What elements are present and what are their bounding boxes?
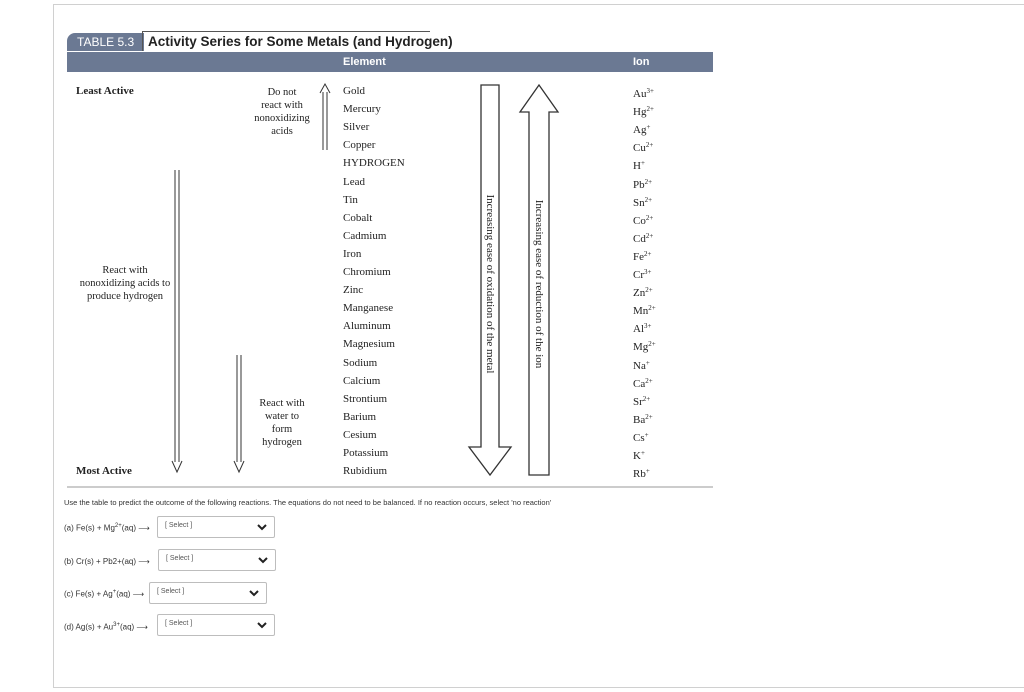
element-name: Gold — [343, 85, 365, 97]
ion-symbol: $Ba^{2+}$ — [633, 413, 653, 426]
react-water-note: React with water to form hydrogen — [259, 398, 305, 448]
ion-symbol: $Fe^{2+}$ — [633, 250, 652, 263]
element-name: Chromium — [343, 266, 391, 278]
ion-symbol: $Sn^{2+}$ — [633, 196, 653, 209]
down-arrow-icon — [172, 170, 182, 472]
element-name: Rubidium — [343, 465, 388, 477]
no-react-note: Do not react with nonoxidizing acids — [254, 87, 310, 137]
ion-symbol: $Sr^{2+}$ — [633, 395, 651, 408]
ion-symbol: Cs+ — [633, 431, 649, 444]
element-name: Aluminum — [343, 320, 391, 332]
ion-symbol: Rb+ — [633, 467, 650, 480]
ion-symbol: $Mn^{2+}$ — [633, 304, 656, 317]
ion-symbol: $Al^{3+}$ — [633, 322, 652, 335]
select-dropdown[interactable]: [ Select ] — [158, 549, 276, 571]
react-acids-note: React with nonoxidizing acids to produce hydrogen — [79, 265, 171, 302]
element-name: Calcium — [343, 375, 381, 387]
question-a: (a) $Fe(s) + Mg^{2+}(aq)$ ⟶ — [64, 523, 150, 533]
ion-symbol: Na+ — [633, 359, 650, 372]
element-name: Cadmium — [343, 230, 387, 242]
ion-symbol: $Pb^{2+}$ — [633, 178, 653, 191]
instructions: Use the table to predict the outcome of the following reactions. The equations do not need to be balanced. If no reaction occurs, select 'no reaction' — [64, 498, 552, 507]
ion-symbol: $Cr^{3+}$ — [633, 268, 652, 281]
element-name: Lead — [343, 176, 365, 188]
ion-symbol: $Mg^{2+}$ — [633, 340, 656, 353]
table-title: Activity Series for Some Metals (and Hydrogen) — [148, 34, 453, 49]
chevron-down-icon — [247, 586, 261, 600]
element-name: Tin — [343, 194, 358, 206]
ion-symbol: Ag+ — [633, 123, 651, 136]
select-dropdown[interactable]: [ Select ] — [149, 582, 267, 604]
element-name: Strontium — [343, 393, 388, 405]
chevron-down-icon — [256, 553, 270, 567]
element-name: Magnesium — [343, 338, 395, 350]
question-d: (d) $Ag(s) + Au^{3+}(aq)$ ⟶ — [64, 622, 148, 632]
chevron-down-icon — [255, 520, 269, 534]
column-header-ion: Ion — [633, 56, 650, 68]
ion-symbol: $Au^{3+}$ — [633, 87, 654, 100]
element-name: Sodium — [343, 357, 378, 369]
ion-symbol: $Zn^{2+}$ — [633, 286, 653, 299]
element-name: Iron — [343, 248, 362, 260]
element-name: HYDROGEN — [343, 157, 405, 169]
select-dropdown[interactable]: [ Select ] — [157, 614, 275, 636]
ion-symbol: H+ — [633, 159, 645, 172]
question-c: (c) Fe(s) + Ag+(aq) ⟶ — [64, 589, 145, 599]
element-name: Cobalt — [343, 212, 373, 224]
element-name: Zinc — [343, 284, 364, 296]
element-name: Silver — [343, 121, 370, 133]
select-dropdown[interactable]: [ Select ] — [157, 516, 275, 538]
up-arrow-icon — [320, 84, 330, 150]
ion-symbol: $Ca^{2+}$ — [633, 377, 653, 390]
ion-symbol: $Cu^{2+}$ — [633, 141, 654, 154]
ion-symbol: $Cd^{2+}$ — [633, 232, 654, 245]
element-name: Cesium — [343, 429, 377, 441]
element-name: Potassium — [343, 447, 389, 459]
table-tag: TABLE 5.3 — [67, 33, 144, 51]
reduction-label: Increasing ease of reduction of the ion — [533, 199, 545, 369]
most-active-label: Most Active — [76, 465, 132, 477]
element-name: Copper — [343, 139, 376, 151]
oxidation-label: Increasing ease of oxidation of the metal — [484, 194, 496, 374]
question-b: (b) Cr(s) + Pb2+(aq) ⟶ — [64, 557, 150, 566]
ion-symbol: K+ — [633, 449, 645, 462]
least-active-label: Least Active — [76, 85, 134, 97]
ion-symbol: $Co^{2+}$ — [633, 214, 654, 227]
element-name: Manganese — [343, 302, 394, 314]
element-name: Barium — [343, 411, 376, 423]
column-header-element: Element — [343, 56, 386, 68]
chevron-down-icon — [255, 618, 269, 632]
down-arrow-icon — [234, 355, 244, 472]
ion-symbol: $Hg^{2+}$ — [633, 105, 654, 118]
element-name: Mercury — [343, 103, 381, 115]
